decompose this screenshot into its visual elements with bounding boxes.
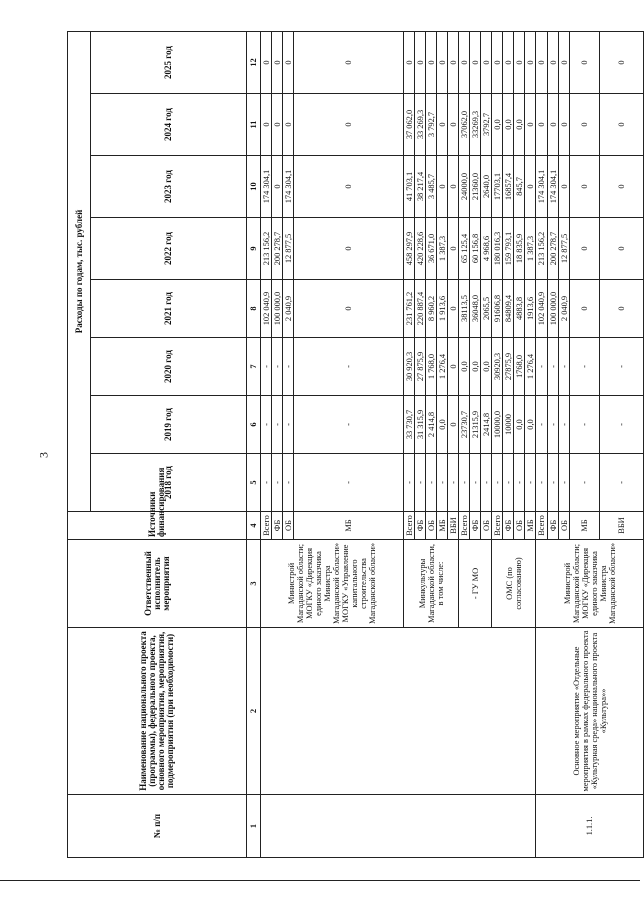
value-cell: 1913,6 [525,280,536,338]
value-cell: - [548,454,559,512]
value-cell: 24000,0 [459,156,470,218]
source-cell: ФБ [470,512,481,540]
header-name: Наименование национального проекта (программы), федерального проекта, основного мероприятия, мероприятия, подмероприятия (при необходимости) [68,628,247,795]
value-cell: 2 040,9 [559,280,570,338]
value-cell: 3 485,7 [426,156,437,218]
value-cell: 102 040,9 [536,280,548,338]
responsible-executor: Министрой Магаданской области; МОГКУ «Дирекция единого заказчика Министра Магаданской области» МОГКУ «Управление капитального строительства Магаданской области» [261,540,404,628]
value-cell: 0 [600,156,644,218]
value-cell: - [514,454,525,512]
value-cell: 4 968,6 [481,218,492,280]
row-number-cell [261,795,536,858]
value-cell: 2 040,9 [283,280,294,338]
value-cell: 30920,3 [492,338,503,396]
value-cell: 0 [470,31,481,93]
expenses-table [67,31,644,858]
value-cell: 36 671,0 [426,218,437,280]
value-cell: 200 278,7 [548,218,559,280]
value-cell: 0 [600,280,644,338]
value-cell: - [448,454,459,512]
value-cell: 91606,8 [492,280,503,338]
header-responsible: Ответственный исполнитель мероприятия [68,540,247,628]
value-cell: 174 304,1 [261,156,272,218]
source-cell: МБ [570,512,600,540]
value-cell: - [283,338,294,396]
column-number: 9 [247,218,261,280]
value-cell: 2414,8 [481,396,492,454]
value-cell: 38 217,4 [415,156,426,218]
value-cell: 0 [294,218,404,280]
value-cell: 2065,5 [481,280,492,338]
value-cell: 3792,7 [481,94,492,156]
header-year: 2025 год [91,31,247,93]
value-cell: 0,0 [470,338,481,396]
value-cell: 174 304,1 [283,156,294,218]
value-cell: - [570,396,600,454]
row-number-cell: 1.1.1. [536,795,644,858]
value-cell: 2640,0 [481,156,492,218]
value-cell: 0 [437,94,448,156]
value-cell: 37 062,0 [404,94,415,156]
value-cell: - [559,454,570,512]
value-cell: 0,0 [503,94,514,156]
value-cell: 33 730,7 [404,396,415,454]
source-cell: ФБ [548,512,559,540]
value-cell: - [570,454,600,512]
value-cell: 100 000,0 [548,280,559,338]
value-cell: 0 [481,31,492,93]
source-cell: ФБ [503,512,514,540]
value-cell: 0 [570,94,600,156]
source-cell: Всего [459,512,470,540]
header-year: 2019 год [91,396,247,454]
source-cell: ОБ [559,512,570,540]
table-row [536,31,548,857]
column-number: 4 [247,512,261,540]
page-bottom-rule [0,880,640,881]
value-cell: - [261,396,272,454]
responsible-executor: Минкультуры Магаданской области, в том числе: [404,540,459,628]
value-cell: 0,0 [514,94,525,156]
source-cell: Всего [261,512,272,540]
value-cell: 0 [536,31,548,93]
table-body [261,31,644,857]
value-cell: 420 228,6 [415,218,426,280]
source-cell: МБ [437,512,448,540]
row-name-cell: Основное мероприятие «Отдельные мероприятия в рамках федерального проекта «Культурная среда» национального проекта «Культура»» [536,628,644,795]
column-number: 11 [247,94,261,156]
value-cell: - [548,338,559,396]
value-cell: 8 960,2 [426,280,437,338]
table-row [261,31,272,857]
value-cell: 213 156,2 [261,218,272,280]
value-cell: - [525,454,536,512]
value-cell: 0 [448,338,459,396]
value-cell: 1 276,4 [525,338,536,396]
value-cell: 213 156,2 [536,218,548,280]
value-cell: 0 [525,31,536,93]
column-number: 8 [247,280,261,338]
row-name-cell [261,628,536,795]
value-cell: 1 387,3 [437,218,448,280]
value-cell: 0,0 [459,338,470,396]
value-cell: 16857,4 [503,156,514,218]
value-cell: 1 913,6 [437,280,448,338]
value-cell: 21315,9 [470,396,481,454]
value-cell: - [536,454,548,512]
value-cell: 0 [448,396,459,454]
value-cell: 100 000,0 [272,280,283,338]
value-cell: - [600,338,644,396]
value-cell: - [492,454,503,512]
column-numbers-row [247,31,261,857]
page-number: 3 [36,452,51,458]
value-cell: 10000,0 [492,396,503,454]
source-cell: ФБ [272,512,283,540]
value-cell: 21360,0 [470,156,481,218]
value-cell: 0,0 [525,396,536,454]
value-cell: 0 [600,94,644,156]
value-cell: 0 [415,31,426,93]
column-number: 2 [247,628,261,795]
value-cell: 17703,1 [492,156,503,218]
responsible-executor: Министрой Магаданской области; МОГКУ «Дирекция единого заказчика Министра Магаданской области» [536,540,644,628]
value-cell: 12 877,5 [559,218,570,280]
value-cell: 38113,5 [459,280,470,338]
value-cell: 0 [548,94,559,156]
value-cell: 220 887,4 [415,280,426,338]
value-cell: 27 875,9 [415,338,426,396]
value-cell: - [437,454,448,512]
value-cell: 0,0 [437,396,448,454]
header-expenses: Расходы по годам, тыс. рублей [68,31,91,511]
value-cell: - [570,338,600,396]
value-cell: 1 768,0 [426,338,437,396]
header-year: 2023 год [91,156,247,218]
value-cell: 27875,9 [503,338,514,396]
column-number: 12 [247,31,261,93]
value-cell: 0 [448,94,459,156]
value-cell: - [415,454,426,512]
value-cell: 0 [272,31,283,93]
value-cell: 23730,7 [459,396,470,454]
header-year: 2024 год [91,94,247,156]
source-cell: МБ [525,512,536,540]
value-cell: 0 [283,94,294,156]
value-cell: - [272,396,283,454]
value-cell: 0 [570,218,600,280]
source-cell: ОБ [481,512,492,540]
value-cell: - [548,396,559,454]
column-number: 5 [247,454,261,512]
value-cell: - [272,454,283,512]
value-cell: 458 297,9 [404,218,415,280]
value-cell: 174 304,1 [536,156,548,218]
value-cell: 12 877,5 [283,218,294,280]
source-cell: Всего [404,512,415,540]
value-cell: 0,0 [481,338,492,396]
value-cell: 0 [404,31,415,93]
value-cell: 36048,0 [470,280,481,338]
value-cell: - [272,338,283,396]
value-cell: 0 [559,31,570,93]
source-cell: Всего [492,512,503,540]
value-cell: 0 [437,31,448,93]
value-cell: - [470,454,481,512]
value-cell: - [294,454,404,512]
value-cell: 37062,0 [459,94,470,156]
value-cell: 0 [503,31,514,93]
value-cell: 84809,4 [503,280,514,338]
value-cell: 1 387,3 [525,218,536,280]
value-cell: 0 [559,94,570,156]
value-cell: 159 793,1 [503,218,514,280]
value-cell: - [481,454,492,512]
value-cell: - [294,338,404,396]
source-cell: ОБ [283,512,294,540]
responsible-executor: ОМС (по согласованию) [492,540,536,628]
value-cell: - [600,454,644,512]
value-cell: 0 [437,156,448,218]
value-cell: 0 [514,31,525,93]
source-cell: ФБ [415,512,426,540]
header-year: 2022 год [91,218,247,280]
value-cell: 1 276,4 [437,338,448,396]
value-cell: 0 [525,156,536,218]
column-number: 6 [247,396,261,454]
value-cell: 2 414,8 [426,396,437,454]
value-cell: 0 [294,280,404,338]
value-cell: - [294,396,404,454]
value-cell: 30 920,3 [404,338,415,396]
value-cell: 41 703,1 [404,156,415,218]
value-cell: 0 [294,156,404,218]
value-cell: - [404,454,415,512]
value-cell: 0 [448,218,459,280]
value-cell: 845,7 [514,156,525,218]
source-cell: Всего [536,512,548,540]
value-cell: 0,0 [514,396,525,454]
value-cell: 65 125,4 [459,218,470,280]
value-cell: 0 [492,31,503,93]
value-cell: 0 [600,218,644,280]
value-cell: 174 304,1 [548,156,559,218]
value-cell: - [426,454,437,512]
value-cell: 0 [283,31,294,93]
value-cell: 33269,3 [470,94,481,156]
value-cell: 10000 [503,396,514,454]
value-cell: 0 [448,31,459,93]
value-cell: - [503,454,514,512]
value-cell: 0 [272,94,283,156]
value-cell: 180 016,3 [492,218,503,280]
value-cell: - [600,396,644,454]
value-cell: 4883,8 [514,280,525,338]
value-cell: - [261,338,272,396]
value-cell: - [283,396,294,454]
value-cell: 0 [261,31,272,93]
value-cell: 0 [600,31,644,93]
value-cell: 0 [294,31,404,93]
value-cell: 31 315,9 [415,396,426,454]
value-cell: 18 835,9 [514,218,525,280]
value-cell: 0,0 [492,94,503,156]
value-cell: 0 [559,156,570,218]
value-cell: 0 [570,280,600,338]
value-cell: 3 792,7 [426,94,437,156]
header-source: Источники финансирования [68,512,247,540]
value-cell: 0 [536,94,548,156]
value-cell: 0 [426,31,437,93]
column-number: 10 [247,156,261,218]
value-cell: 0 [570,156,600,218]
value-cell: 0 [294,94,404,156]
header-year: 2020 год [91,338,247,396]
source-cell: МБ [294,512,404,540]
value-cell: 1768,0 [514,338,525,396]
header-year: 2018 год [91,454,247,512]
source-cell: ВБИ [600,512,644,540]
value-cell: 0 [548,31,559,93]
value-cell: 231 761,2 [404,280,415,338]
value-cell: - [559,396,570,454]
source-cell: ОБ [426,512,437,540]
value-cell: 0 [448,280,459,338]
value-cell: - [459,454,470,512]
value-cell: 0 [459,31,470,93]
value-cell: 0 [448,156,459,218]
column-number: 7 [247,338,261,396]
value-cell: - [536,338,548,396]
column-number: 3 [247,540,261,628]
rotated-table-container [67,32,627,858]
header-number: № п/п [68,795,247,858]
value-cell: 0 [570,31,600,93]
value-cell: 102 040,9 [261,280,272,338]
column-number: 1 [247,795,261,858]
value-cell: - [559,338,570,396]
value-cell: - [283,454,294,512]
value-cell: 33 269,3 [415,94,426,156]
value-cell: 0 [261,94,272,156]
value-cell: 0 [525,94,536,156]
source-cell: ОБ [514,512,525,540]
value-cell: 0 [272,156,283,218]
responsible-executor: - ГУ МО [459,540,492,628]
value-cell: 60 156,8 [470,218,481,280]
value-cell: - [536,396,548,454]
value-cell: 200 278,7 [272,218,283,280]
header-year: 2021 год [91,280,247,338]
value-cell: - [261,454,272,512]
source-cell: ВБИ [448,512,459,540]
